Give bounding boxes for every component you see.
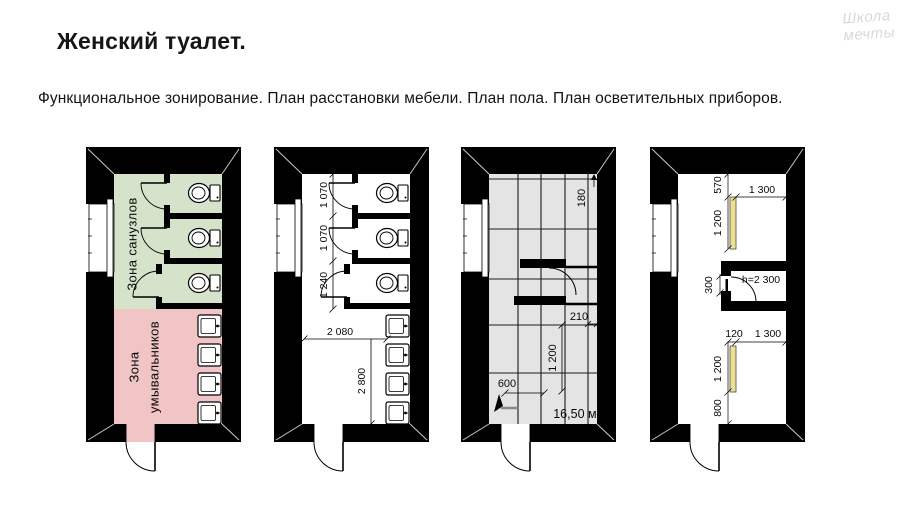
- dim-stall1: 1 070: [317, 181, 330, 209]
- page-title: Женский туалет.: [57, 28, 246, 54]
- sink-icon: [386, 315, 409, 337]
- dim-bottom-width: 1 300: [754, 328, 782, 340]
- page-subtitle: Функциональное зонирование. План расстановки мебели. План пола. План осветительных приборов.: [38, 90, 783, 107]
- room-area-label: 16,50 м²: [553, 407, 601, 421]
- light-strip-top: [730, 197, 736, 249]
- dim-tile-small: 600: [497, 378, 517, 390]
- dim-ceiling-height: h=2 300: [741, 274, 781, 286]
- dim-stall2: 1 070: [317, 224, 330, 252]
- sink-icon: [386, 344, 409, 366]
- dim-tile-row: 180: [575, 188, 588, 208]
- sink-icon: [386, 402, 409, 424]
- dim-stall3: 1 240: [317, 271, 330, 299]
- zone-sinks-label-line2: умывальников: [146, 320, 162, 414]
- dim-top-offset: 570: [711, 176, 724, 194]
- sink-icon: [198, 373, 221, 395]
- plan-lighting: [650, 147, 810, 482]
- furniture-plan-drawing: [274, 147, 434, 482]
- logo-line-1: Школа: [841, 7, 892, 28]
- lighting-plan-drawing: [650, 147, 810, 482]
- school-logo: [842, 7, 900, 45]
- plan-floor-tiles: [461, 147, 621, 482]
- toilet-icon: [189, 274, 221, 293]
- dim-door: 300: [702, 276, 715, 294]
- dim-bottom-light: 1 200: [711, 355, 724, 383]
- dim-strip-gap: 120: [725, 328, 743, 340]
- toilet-icon: [377, 184, 409, 203]
- zone-sinks-label-line1: Зона: [126, 351, 142, 383]
- dim-tile-col: 210: [569, 311, 589, 323]
- toilet-icon: [189, 229, 221, 248]
- logo-line-2: мечты: [843, 23, 896, 45]
- dim-tile-main: 1 200: [546, 344, 559, 372]
- floor-plan-drawing: [461, 147, 621, 482]
- dim-sink-zone: 2 800: [355, 367, 368, 395]
- plan-functional-zoning: [86, 147, 246, 482]
- door-threshold: [314, 424, 343, 442]
- sink-icon: [386, 373, 409, 395]
- dim-room-width: 2 080: [326, 326, 354, 338]
- zoning-plan-drawing: [86, 147, 246, 482]
- sink-icon: [198, 344, 221, 366]
- dim-bottom-offset: 800: [711, 399, 724, 417]
- dim-top-width: 1 300: [748, 184, 776, 196]
- toilet-icon: [377, 229, 409, 248]
- dim-top-light: 1 200: [711, 209, 724, 237]
- door-threshold: [501, 424, 530, 442]
- light-strip-bottom: [730, 346, 736, 392]
- door-threshold: [126, 424, 155, 442]
- toilet-icon: [189, 184, 221, 203]
- zone-toilets-label: Зона санузлов: [124, 197, 140, 291]
- sink-icon: [198, 402, 221, 424]
- sink-icon: [198, 315, 221, 337]
- plan-furniture-layout: [274, 147, 434, 482]
- toilet-icon: [377, 274, 409, 293]
- door-leaf: [726, 279, 729, 294]
- door-threshold: [690, 424, 719, 442]
